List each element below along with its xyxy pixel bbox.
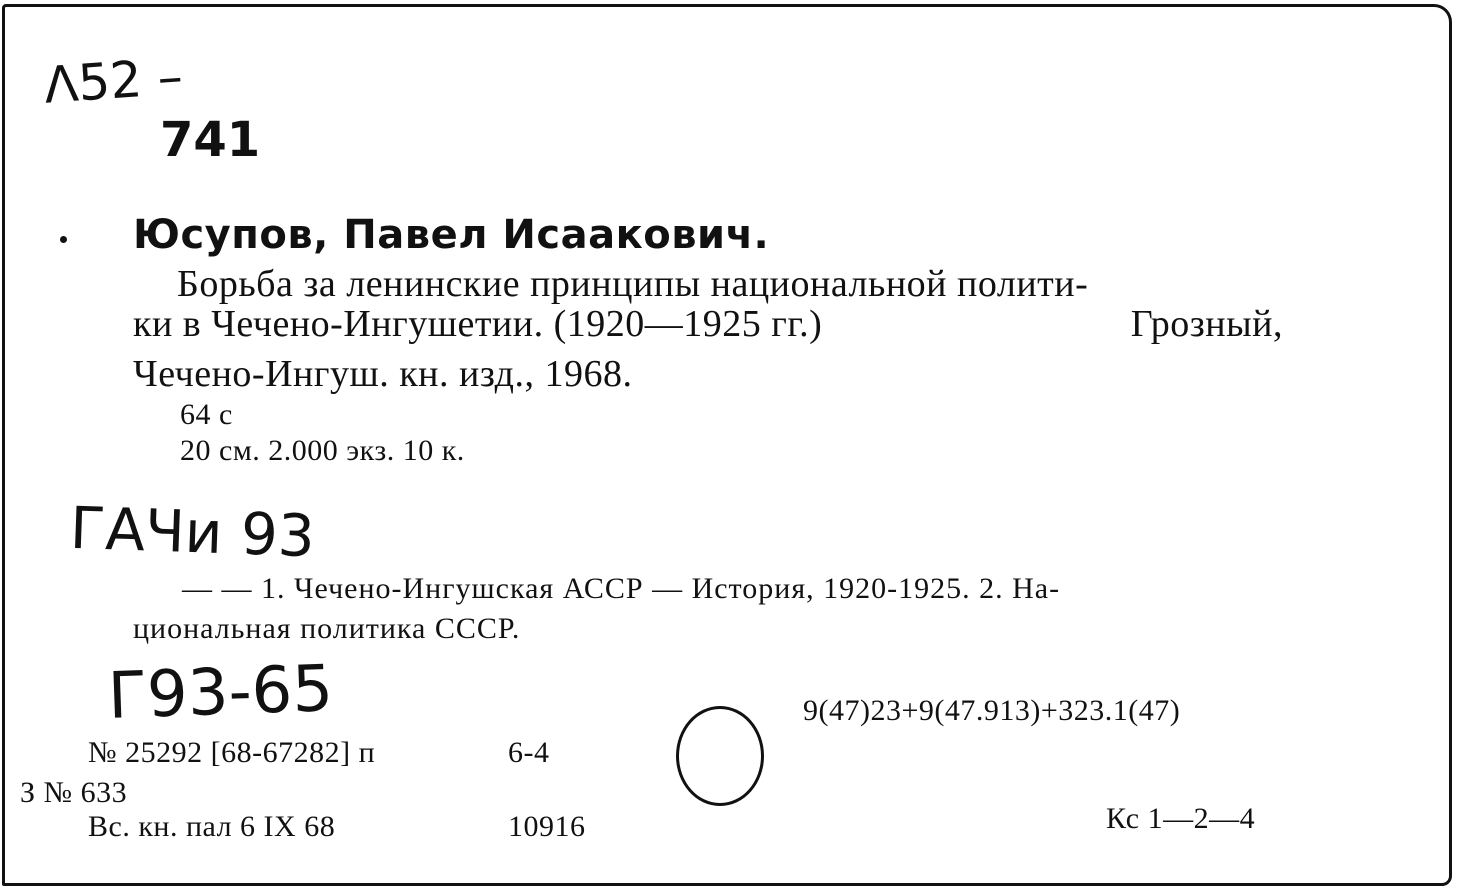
classification-index: 9(47)23+9(47.913)+323.1(47) xyxy=(803,694,1181,727)
publisher-line: Чечено-Ингуш. кн. изд., 1968. xyxy=(133,353,633,395)
record-number: № 25292 [68-67282] п xyxy=(88,736,376,769)
title-line-1: Борьба за ленинские принципы национальной полити- xyxy=(177,263,1089,305)
title-line-2 xyxy=(133,302,1283,346)
kc-code: Кс 1—2—4 xyxy=(1106,802,1256,835)
title-line-2-text: ки в Чечено-Ингушетии. (1920—1925 гг.) xyxy=(133,303,823,345)
handwritten-code-lower: Г93-65 xyxy=(106,652,335,734)
stamp-circle xyxy=(676,706,764,806)
handwritten-code-middle: ГАЧи 93 xyxy=(68,493,316,571)
subject-line-2: циональная политика СССР. xyxy=(133,612,521,645)
publisher-city: Грозный, xyxy=(1130,303,1283,345)
author-heading: Юсупов, Павел Исаакович. xyxy=(133,212,770,258)
subject-line-1: — — 1. Чечено-Ингушская АССР — История, 1920-1925. 2. На- xyxy=(182,572,1061,605)
bullet-mark xyxy=(60,236,67,243)
handwritten-code-top: Λ52 – xyxy=(42,47,185,115)
physical-details: 20 см. 2.000 экз. 10 к. xyxy=(180,434,465,467)
page-count: 64 с xyxy=(180,398,233,431)
order-number: З № 633 xyxy=(20,776,128,809)
code-6-4: 6-4 xyxy=(508,736,550,769)
print-number: 10916 xyxy=(508,810,586,843)
handwritten-code-top-number: 741 xyxy=(160,112,261,168)
book-chamber-note: Вс. кн. пал 6 IX 68 xyxy=(88,810,336,843)
